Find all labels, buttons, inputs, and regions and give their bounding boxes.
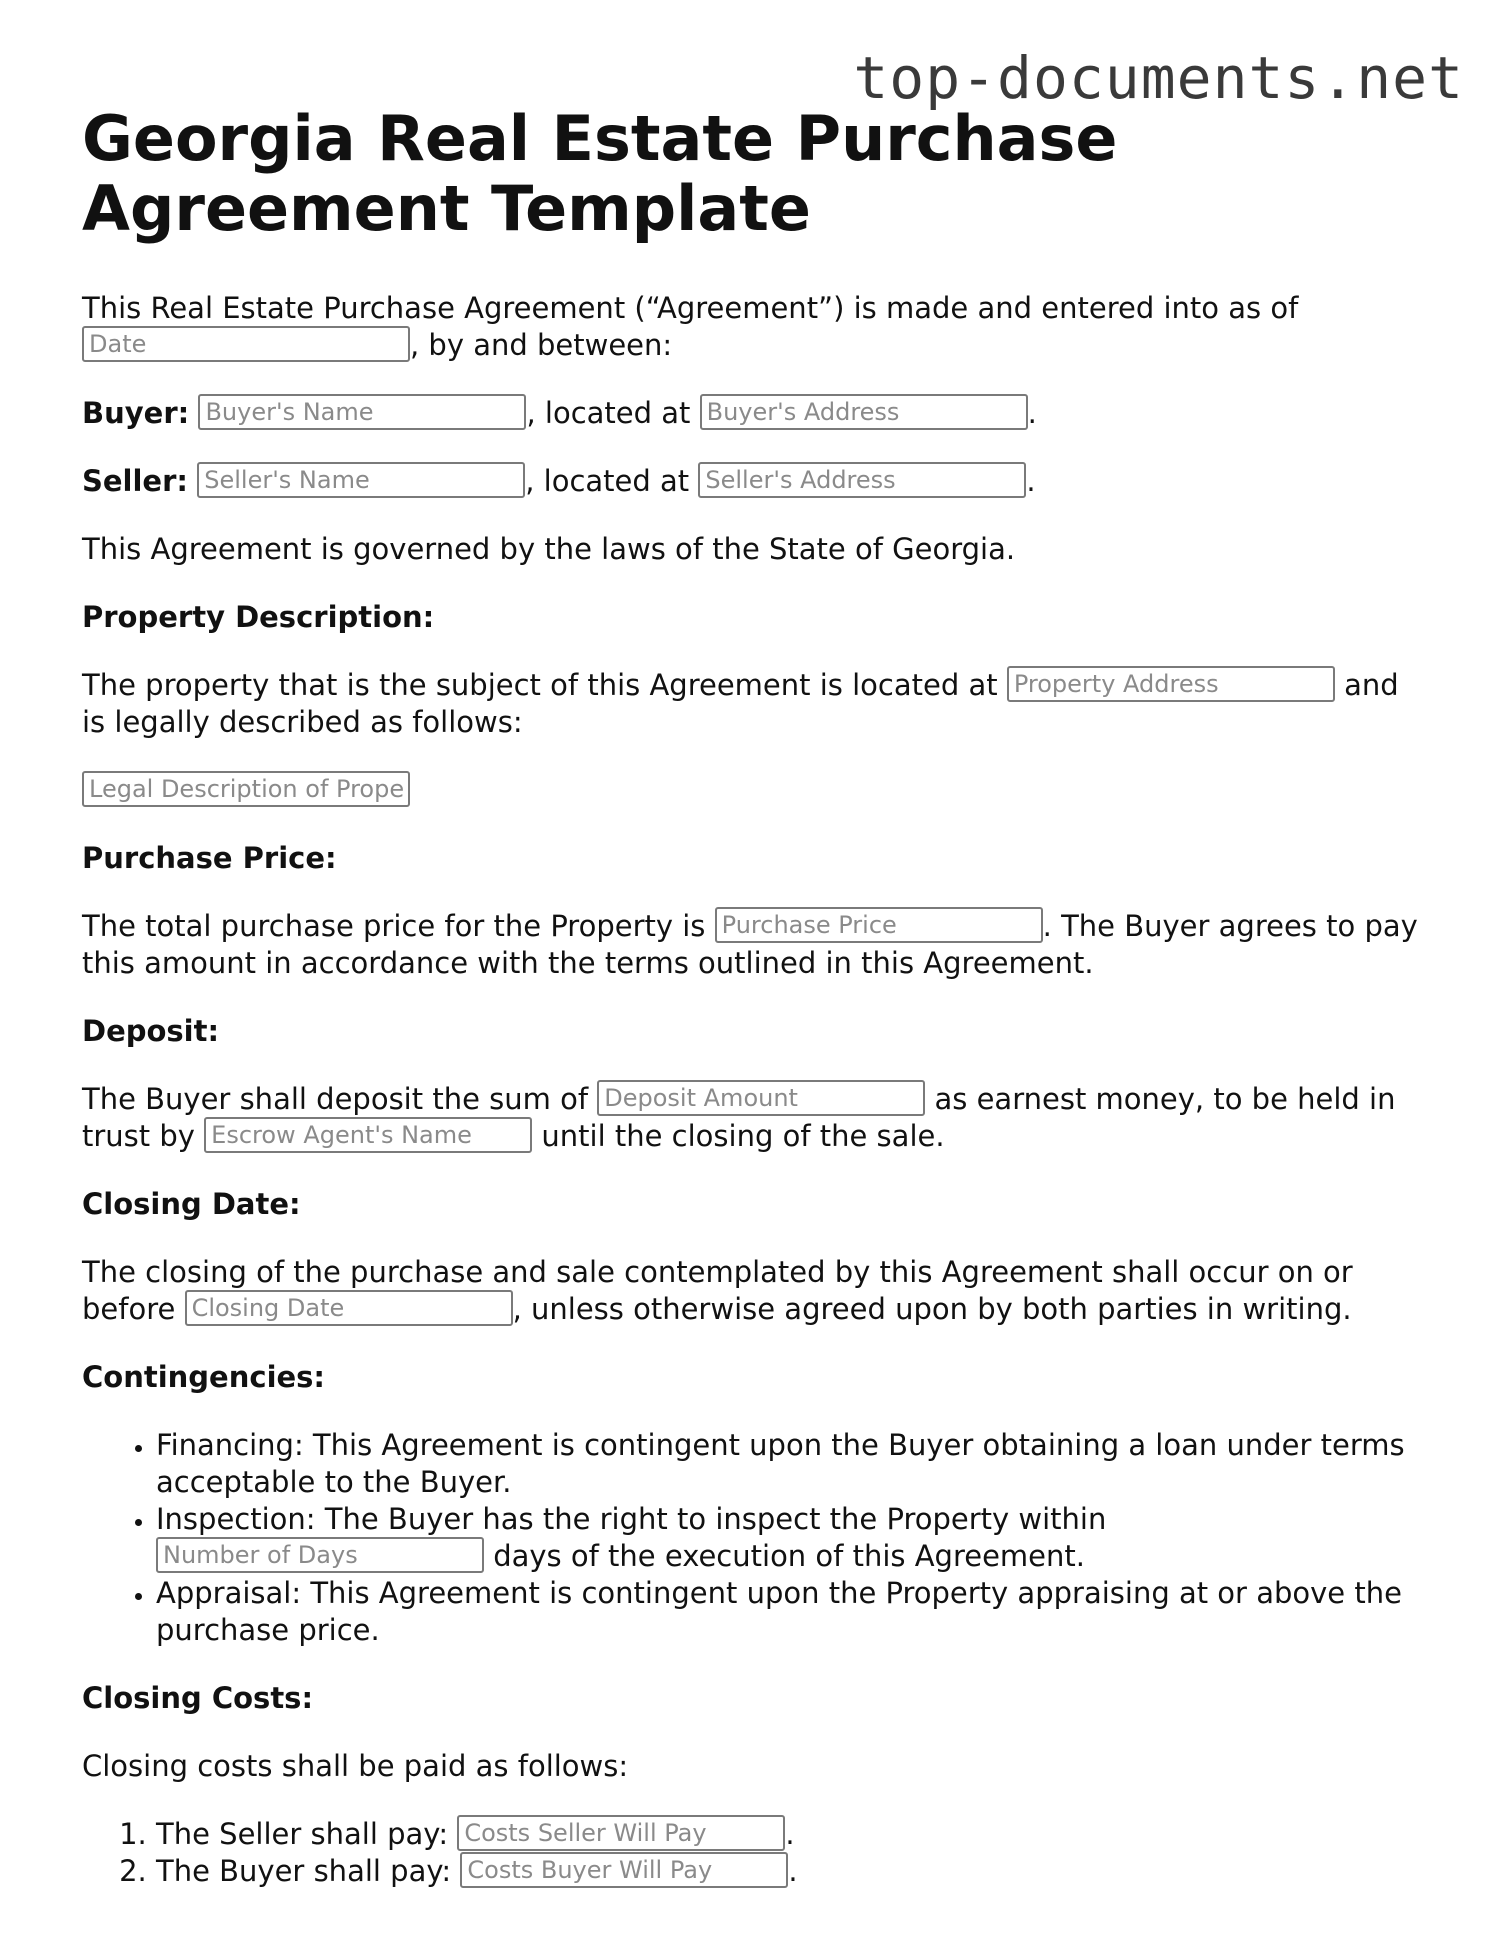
buyer-costs-end: . xyxy=(788,1854,798,1888)
closing-date-paragraph xyxy=(82,1254,1422,1328)
deposit-paragraph xyxy=(82,1081,1422,1155)
escrow-agent-field[interactable]: Escrow Agent's Name xyxy=(204,1117,532,1153)
deposit-text-after: until the closing of the sale. xyxy=(541,1119,945,1153)
closing-date-text-after: , unless otherwise agreed upon by both parties in writing. xyxy=(512,1292,1352,1326)
buyer-line-end: . xyxy=(1027,396,1037,430)
property-text-after: and is legally described as follows: xyxy=(82,668,1399,739)
closing-costs-intro: Closing costs shall be paid as follows: xyxy=(82,1749,629,1783)
closing-date-text: The closing of the purchase and sale contemplated by this Agreement shall occur on or before xyxy=(82,1255,1353,1326)
contingencies-heading: Contingencies: xyxy=(82,1360,326,1394)
property-paragraph xyxy=(82,667,1422,741)
purchase-price-field[interactable]: Purchase Price xyxy=(715,907,1043,943)
buyer-costs-item xyxy=(156,1853,1422,1890)
intro-text-after: , by and between: xyxy=(410,328,673,362)
property-heading: Property Description: xyxy=(82,600,435,634)
deposit-amount-field[interactable]: Deposit Amount xyxy=(597,1080,925,1116)
buyer-name-field[interactable]: Buyer's Name xyxy=(198,394,526,430)
deposit-text-middle: as earnest money, to be held in trust by xyxy=(82,1082,1396,1153)
seller-located-at: , located at xyxy=(525,464,690,498)
buyer-label: Buyer: xyxy=(82,396,190,430)
legal-description-row xyxy=(82,772,1422,809)
seller-line-end: . xyxy=(1026,464,1036,498)
governing-law: This Agreement is governed by the laws of the State of Georgia. xyxy=(82,532,1016,566)
seller-label: Seller: xyxy=(82,464,189,498)
seller-costs-item xyxy=(156,1816,1422,1853)
seller-costs-end: . xyxy=(785,1817,795,1851)
deposit-text: The Buyer shall deposit the sum of xyxy=(82,1082,589,1116)
seller-costs-field[interactable]: Costs Seller Will Pay xyxy=(457,1815,785,1851)
contingency-inspection xyxy=(156,1501,1422,1575)
legal-description-field[interactable]: Legal Description of Prope xyxy=(82,771,410,807)
buyer-located-at: , located at xyxy=(526,396,691,430)
price-paragraph xyxy=(82,908,1422,982)
buyer-costs-label: The Buyer shall pay: xyxy=(156,1854,452,1888)
seller-name-field[interactable]: Seller's Name xyxy=(197,462,525,498)
price-heading: Purchase Price: xyxy=(82,841,337,875)
closing-date-field[interactable]: Closing Date xyxy=(185,1290,513,1326)
document-title: Georgia Real Estate Purchase Agreement Template xyxy=(82,102,1118,245)
contingency-financing: • Financing: This Agreement is contingent upon the Buyer obtaining a loan under terms acceptable to the Buyer. xyxy=(156,1427,1422,1501)
property-text: The property that is the subject of this Agreement is located at xyxy=(82,668,998,702)
contingency-appraisal: • Appraisal: This Agreement is contingent upon the Property appraising at or above the purchase price. xyxy=(156,1575,1422,1649)
intro-paragraph xyxy=(82,290,1422,364)
document-body xyxy=(82,104,1422,1921)
seller-address-field[interactable]: Seller's Address xyxy=(698,462,1026,498)
inspection-text: Inspection: The Buyer has the right to inspect the Property within xyxy=(156,1502,1107,1536)
deposit-heading: Deposit: xyxy=(82,1014,220,1048)
inspection-text-after: days of the execution of this Agreement. xyxy=(493,1539,1085,1573)
contingencies-list xyxy=(82,1427,1422,1649)
buyer-costs-field[interactable]: Costs Buyer Will Pay xyxy=(460,1852,788,1888)
buyer-address-field[interactable]: Buyer's Address xyxy=(700,394,1028,430)
property-address-field[interactable]: Property Address xyxy=(1007,666,1335,702)
price-text-after: . The Buyer agrees to pay this amount in accordance with the terms outlined in this Agreement. xyxy=(82,909,1418,980)
buyer-line xyxy=(82,395,1422,432)
agreement-date-field[interactable]: Date xyxy=(82,326,410,362)
seller-costs-label: The Seller shall pay: xyxy=(156,1817,449,1851)
inspection-days-field[interactable]: Number of Days xyxy=(156,1537,484,1573)
watermark: top-documents.net xyxy=(853,44,1464,112)
closing-date-heading: Closing Date: xyxy=(82,1187,301,1221)
seller-line xyxy=(82,463,1422,500)
closing-costs-heading: Closing Costs: xyxy=(82,1681,314,1715)
price-text: The total purchase price for the Property is xyxy=(82,909,706,943)
intro-text: This Real Estate Purchase Agreement (“Agreement”) is made and entered into as of xyxy=(82,291,1299,325)
closing-costs-list xyxy=(82,1816,1422,1890)
